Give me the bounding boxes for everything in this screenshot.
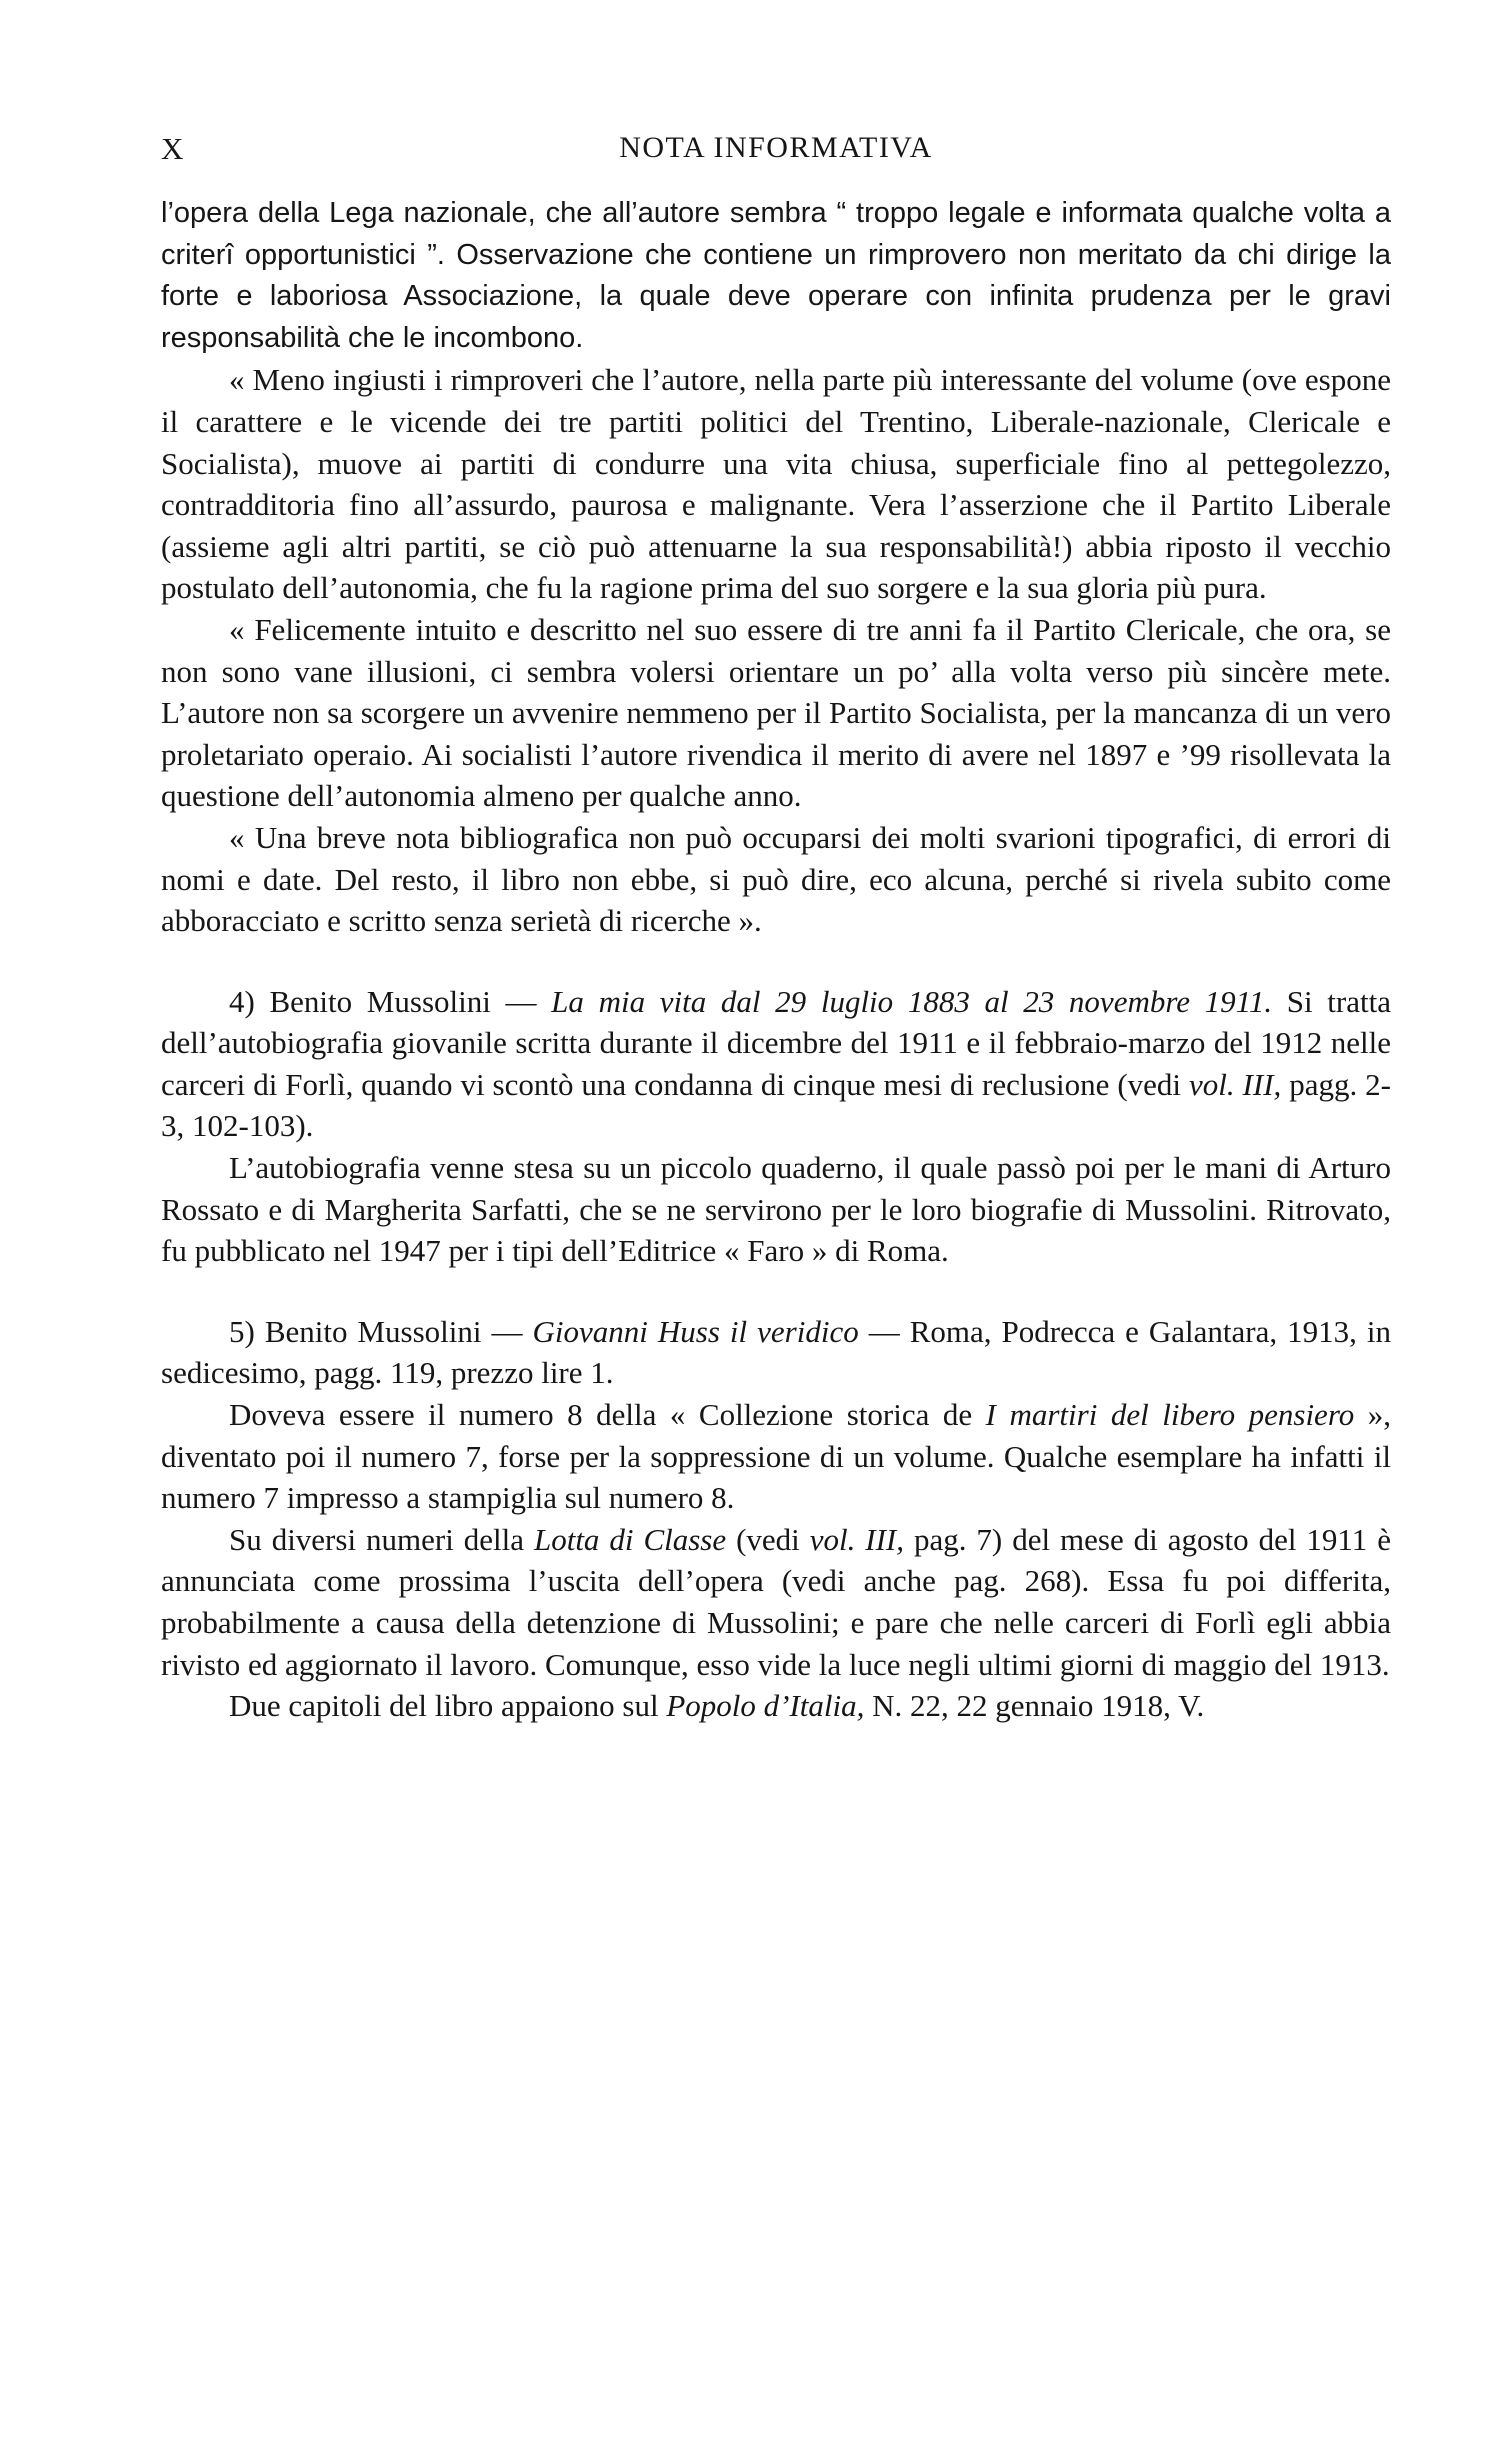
book-title: La mia vita dal 29 luglio 1883 al 23 novembre 1911.: [551, 983, 1273, 1019]
entry-text: pagg. 2-3, 102-103).: [161, 1066, 1391, 1144]
paragraph-text: Due capitoli del libro appaiono sul: [229, 1688, 667, 1724]
entry-text: Si tratta dell’autobiografia giovanile scritta durante il dicembre del 1911 e il febbraio-marzo del 1912 nelle carceri di Forlì, quando vi scontò una condanna di cinque mesi di reclusione (vedi: [161, 983, 1391, 1102]
paragraph-popolo-d-italia: [161, 1685, 1391, 1727]
paragraph-lotta-di-classe: [161, 1519, 1391, 1685]
entry-4-la-mia-vita: [161, 981, 1391, 1147]
paragraph-text: N. 22, 22 gennaio 1918, V.: [864, 1688, 1205, 1724]
running-title: NOTA INFORMATIVA: [619, 131, 933, 164]
running-header: [161, 125, 1391, 173]
paragraph-text: Su diversi numeri della: [229, 1521, 534, 1557]
volume-reference: vol. III,: [809, 1521, 905, 1557]
volume-reference: vol. III,: [1188, 1066, 1282, 1102]
page-number: X: [161, 131, 185, 166]
series-title: I martiri del libero pensiero: [985, 1397, 1355, 1433]
paragraph-text: L’autobiografia venne stesa su un piccolo quaderno, il quale passò poi per le mani di Arturo Rossato e di Margherita Sarfatti, che se ne servirono per le loro biografie di Mussolini. Ritrovato, fu pubblicato nel 1947 per i tipi dell’Editrice « Faro » di Roma.: [161, 1150, 1391, 1269]
book-title: Giovanni Huss il veridico: [532, 1313, 859, 1349]
entry-5-giovanni-huss: [161, 1311, 1391, 1394]
paragraph-text: « Una breve nota bibliografica non può occuparsi dei molti svarioni tipografici, di errori di nomi e date. Del resto, il libro non ebbe, si può dire, eco alcuna, perché si rivela subito come abboracciato e scritto senza serietà di ricerche ».: [161, 819, 1391, 939]
paragraph-text: pag. 7) del mese di agosto del 1911 è annunciata come prossima l’uscita dell’opera (vedi anche pag. 268). Essa fu poi differita, probabilmente a causa della detenzione di Mussolini; e pare che nelle carceri di Forlì egli abbia rivisto ed aggiornato il lavoro. Comunque, esso vide la luce negli ultimi giorni di maggio del 1913.: [161, 1521, 1391, 1682]
paragraph-text: l’opera della Lega nazionale, che all’autore sembra “ troppo legale e informata qualche volta a criterî opportunistici ”. Osservazione che contiene un rimprovero non meritato da chi dirige la forte e laboriosa Associazione, la quale deve operare con infinita prudenza per le gravi responsabilità che le incombono.: [161, 197, 1391, 354]
periodical-title: Popolo d’Italia,: [666, 1688, 865, 1724]
entry-text: — Roma, Podrecca e Galantara, 1913, in sedicesimo, pagg. 119, prezzo lire 1.: [161, 1313, 1392, 1391]
paragraph-text: Doveva essere il numero 8 della « Collezione storica de: [229, 1397, 986, 1433]
paragraph-text: », diventato poi il numero 7, forse per la soppressione di un volume. Qualche esemplare ha infatti il numero 7 impresso a stampiglia sul numero 8.: [161, 1397, 1392, 1516]
paragraph-partito-clericale: [161, 609, 1391, 817]
document-page: [161, 125, 1391, 1727]
entry-text: 5) Benito Mussolini —: [229, 1313, 533, 1349]
paragraph-text: « Felicemente intuito e descritto nel suo essere di tre anni fa il Partito Clericale, che ora, se non sono vane illusioni, ci sembra volersi orientare un po’ alla volta verso più sincère mete. L’autore non sa scorgere un avvenire nemmeno per il Partito Socialista, per la mancanza di un vero proletariato operaio. Ai socialisti l’autore rivendica il merito di avere nel 1897 e ’99 risollevata la questione dell’autonomia almeno per qualche anno.: [161, 611, 1391, 814]
paragraph-rimproveri: [161, 359, 1391, 609]
entry-text: 4) Benito Mussolini —: [229, 983, 552, 1019]
paragraph-autobiografia: [161, 1147, 1391, 1272]
periodical-title: Lotta di Classe: [533, 1521, 727, 1557]
paragraph-text: « Meno ingiusti i rimproveri che l’autore, nella parte più interessante del volume (ove espone il carattere e le vicende dei tre partiti politici del Trentino, Liberale-nazionale, Clericale e Socialista), muove ai partiti di condurre una vita chiusa, superficiale fino al pettegolezzo, contradditoria fino all’assurdo, paurosa e malignante. Vera l’asserzione che il Partito Liberale (assieme agli altri partiti, se ciò può attenuarne la sua responsabilità!) abbia riposto il vecchio postulato dell’autonomia, che fu la ragione prima del suo sorgere e la sua gloria più pura.: [161, 362, 1391, 606]
paragraph-nota-bibliografica: [161, 817, 1391, 942]
paragraph-collezione-storica: [161, 1394, 1391, 1519]
paragraph-lega-nazionale: [161, 193, 1391, 359]
paragraph-text: (vedi: [726, 1521, 810, 1557]
